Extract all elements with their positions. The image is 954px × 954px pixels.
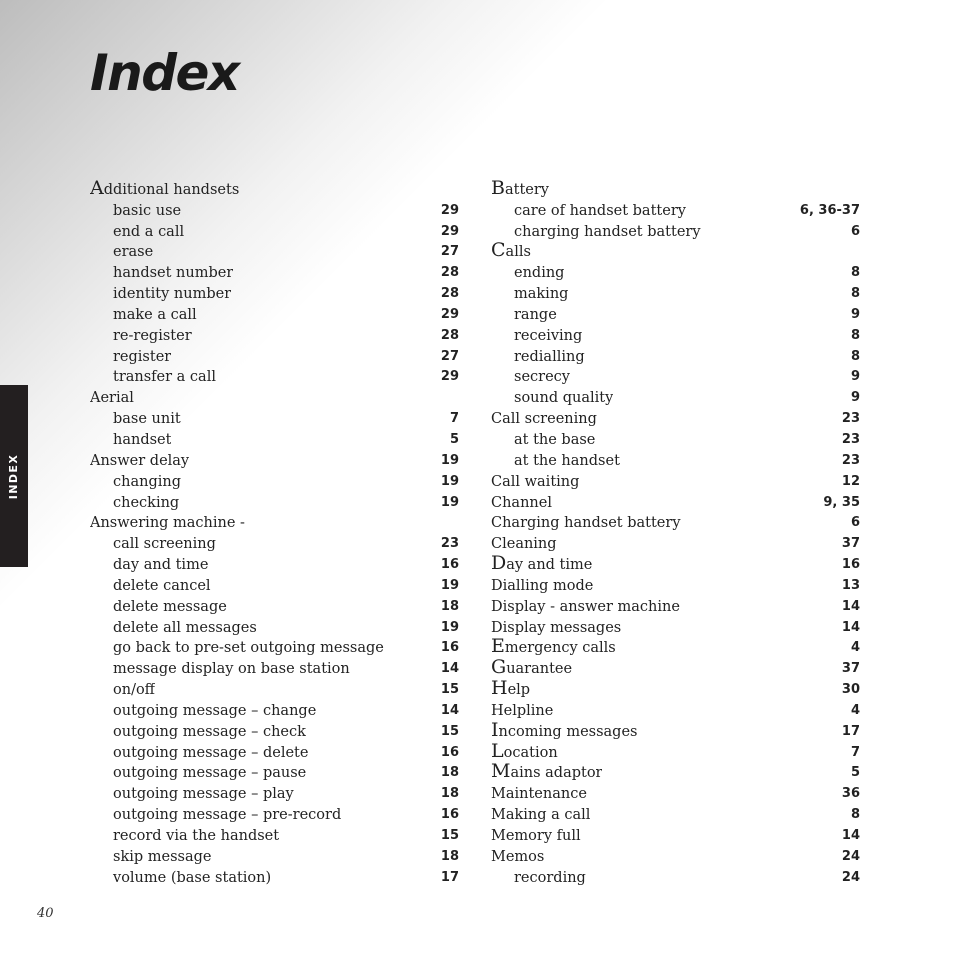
index-page-ref: 12 (841, 473, 860, 489)
index-page-ref: 16 (440, 744, 459, 760)
index-letter-initial: H (491, 678, 508, 700)
index-entry (491, 679, 860, 700)
index-subentry (90, 700, 459, 721)
index-entry (90, 450, 459, 471)
index-page-ref: 15 (440, 828, 459, 843)
index-page-ref: 17 (440, 869, 459, 885)
index-term: Battery (491, 177, 549, 199)
index-page-ref: 15 (440, 723, 459, 739)
index-page-ref: 29 (440, 369, 459, 385)
index-entry (491, 575, 860, 596)
index-term: Dialling mode (491, 577, 594, 594)
index-page-ref: 28 (440, 286, 459, 302)
index-page-ref: 9 (850, 390, 860, 406)
index-term: identity number (113, 286, 232, 303)
index-page-ref: 7 (850, 744, 860, 760)
index-entry (491, 846, 860, 867)
index-subentry (90, 492, 459, 513)
index-page-ref: 28 (440, 265, 459, 281)
index-page-ref: 17 (841, 723, 860, 739)
index-column-left (90, 179, 459, 888)
index-subentry (90, 471, 459, 492)
index-term: at the base (514, 431, 596, 448)
index-term: Aerial (90, 390, 134, 407)
index-page-ref: 5 (850, 765, 860, 781)
index-term: Mains adaptor (491, 761, 603, 783)
index-page-ref: 37 (841, 536, 860, 552)
index-subentry (491, 283, 860, 304)
index-subentry (90, 554, 459, 575)
index-subentry (90, 658, 459, 679)
index-term: Location (491, 740, 558, 762)
index-entry (491, 804, 860, 825)
index-term: Answering machine - (90, 515, 245, 532)
index-page-ref: 5 (449, 431, 459, 447)
index-term: outgoing message – delete (113, 744, 309, 761)
index-term: range (514, 306, 557, 323)
index-subentry (90, 346, 459, 367)
index-subentry (90, 283, 459, 304)
index-entry (491, 825, 860, 846)
index-subentry (491, 429, 860, 450)
index-term: Call screening (491, 411, 597, 428)
index-term: erase (113, 244, 154, 261)
index-subentry (491, 367, 860, 388)
index-page-ref: 4 (850, 640, 860, 656)
index-term: Display - answer machine (491, 598, 680, 615)
index-page-ref: 14 (841, 828, 860, 843)
index-column-right (491, 179, 860, 888)
index-page-ref: 16 (841, 557, 860, 573)
index-subentry (90, 596, 459, 617)
index-subentry (90, 742, 459, 763)
index-term: Channel (491, 494, 552, 511)
index-page-ref: 27 (440, 244, 459, 260)
index-entry (491, 554, 860, 575)
index-subentry (90, 221, 459, 242)
index-term: outgoing message – pause (113, 765, 307, 782)
index-entry (491, 742, 860, 763)
index-page-ref: 16 (440, 557, 459, 573)
index-term: transfer a call (113, 369, 216, 386)
index-entry (90, 179, 459, 200)
index-term: ending (514, 265, 565, 282)
index-page-ref: 23 (841, 411, 860, 427)
index-entry (491, 471, 860, 492)
index-entry (491, 763, 860, 784)
index-entry (491, 617, 860, 638)
index-term: call screening (113, 536, 216, 553)
index-subentry (491, 867, 860, 888)
index-entry (491, 638, 860, 659)
index-term: secrecy (514, 369, 570, 386)
index-subentry (90, 367, 459, 388)
index-term: Maintenance (491, 786, 587, 803)
index-page-ref: 23 (841, 431, 860, 447)
index-page-ref: 8 (850, 807, 860, 823)
index-subentry (491, 346, 860, 367)
index-term: Memos (491, 848, 545, 865)
index-page-ref: 14 (440, 702, 459, 718)
index-page-ref: 18 (440, 848, 459, 864)
index-page-ref: 6 (850, 515, 860, 531)
index-page-ref: 19 (440, 494, 459, 510)
index-term: basic use (113, 202, 182, 219)
index-letter-initial: L (491, 740, 504, 762)
index-subentry (90, 679, 459, 700)
index-page-ref: 29 (440, 202, 459, 218)
index-term: Helpline (491, 702, 554, 719)
index-term: Memory full (491, 828, 581, 844)
index-subentry (491, 304, 860, 325)
index-entry (90, 387, 459, 408)
index-term: Cleaning (491, 536, 557, 553)
index-subentry (491, 325, 860, 346)
page-number: 40 (37, 906, 54, 921)
index-page-ref: 8 (850, 286, 860, 302)
index-page-ref: 13 (841, 577, 860, 593)
index-page-ref: 9 (850, 306, 860, 322)
index-term: outgoing message – play (113, 786, 294, 803)
index-term: end a call (113, 223, 185, 240)
index-subentry (491, 262, 860, 283)
index-term: outgoing message – check (113, 723, 306, 740)
index-term: skip message (113, 848, 212, 865)
index-page-ref: 18 (440, 765, 459, 781)
index-page-ref: 8 (850, 327, 860, 343)
index-term: Answer delay (90, 452, 190, 469)
index-letter-initial: I (491, 719, 499, 741)
index-term: Guarantee (491, 657, 573, 679)
index-page-ref: 19 (440, 619, 459, 635)
index-letter-initial: B (491, 177, 505, 199)
index-page-ref: 9 (850, 369, 860, 385)
index-page-ref: 23 (440, 536, 459, 552)
index-term: charging handset battery (514, 223, 701, 240)
index-page-ref: 14 (841, 619, 860, 635)
index-page-ref: 14 (440, 661, 459, 677)
index-term: sound quality (514, 390, 614, 407)
index-subentry (90, 429, 459, 450)
index-page-ref: 6, 36-37 (799, 202, 860, 218)
index-subentry (90, 617, 459, 638)
index-term: go back to pre-set outgoing message (113, 640, 384, 657)
index-term: re-register (113, 327, 192, 344)
index-term: base unit (113, 411, 181, 428)
index-term: Call waiting (491, 473, 580, 490)
index-page-ref: 14 (841, 598, 860, 614)
index-subentry (90, 721, 459, 742)
index-page-ref: 37 (841, 661, 860, 677)
index-term: Help (491, 678, 531, 700)
index-letter-initial: G (491, 657, 507, 679)
index-page-ref: 8 (850, 348, 860, 364)
index-subentry (90, 638, 459, 659)
index-page-ref: 8 (850, 265, 860, 281)
index-page-ref: 23 (841, 452, 860, 468)
index-page-ref: 29 (440, 223, 459, 239)
index-term: make a call (113, 306, 197, 323)
index-term: delete all messages (113, 619, 257, 636)
index-page-ref: 16 (440, 807, 459, 823)
index-entry (491, 408, 860, 429)
index-page-ref: 24 (841, 869, 860, 885)
index-term: record via the handset (113, 828, 280, 844)
index-term: outgoing message – change (113, 702, 317, 719)
index-page-ref: 6 (850, 223, 860, 239)
index-subentry (491, 200, 860, 221)
index-term: outgoing message – pre-record (113, 807, 342, 824)
index-page-ref: 18 (440, 786, 459, 802)
index-term: day and time (113, 557, 209, 574)
index-term: register (113, 348, 172, 365)
index-page-ref: 36 (841, 786, 860, 802)
index-term: handset (113, 431, 172, 448)
index-term: Day and time (491, 553, 593, 575)
index-term: delete cancel (113, 577, 211, 594)
index-entry (491, 179, 860, 200)
index-subentry (90, 200, 459, 221)
page-title: Index (90, 44, 239, 102)
index-term: delete message (113, 598, 227, 615)
index-subentry (90, 763, 459, 784)
index-page-ref: 29 (440, 306, 459, 322)
index-page-ref: 4 (850, 702, 860, 718)
index-letter-initial: E (491, 636, 505, 658)
index-side-tab (0, 385, 28, 567)
index-term: handset number (113, 265, 234, 282)
index-subentry (491, 450, 860, 471)
index-entry (90, 513, 459, 534)
index-letter-initial: A (90, 177, 104, 199)
index-term: recording (514, 869, 586, 886)
index-term: changing (113, 473, 181, 490)
index-term: at the handset (514, 452, 620, 469)
index-page-ref: 24 (841, 848, 860, 864)
index-term: making (514, 286, 569, 303)
side-tab-label: INDEX (7, 453, 21, 499)
index-term: Charging handset battery (491, 515, 681, 532)
index-page-ref: 9, 35 (823, 494, 860, 510)
index-letter-initial: M (491, 761, 511, 783)
index-entry (491, 721, 860, 742)
index-page-ref: 18 (440, 598, 459, 614)
index-letter-initial: D (491, 553, 507, 575)
index-page-ref: 19 (440, 577, 459, 593)
index-term: Calls (491, 240, 531, 262)
index-subentry (90, 825, 459, 846)
index-subentry (90, 408, 459, 429)
index-entry (491, 596, 860, 617)
index-subentry (90, 325, 459, 346)
index-page-ref: 15 (440, 682, 459, 698)
index-subentry (491, 387, 860, 408)
index-subentry (90, 242, 459, 263)
index-page-ref: 19 (440, 473, 459, 489)
index-term: volume (base station) (113, 869, 272, 886)
index-term: Incoming messages (491, 719, 638, 741)
index-subentry (90, 867, 459, 888)
index-entry (491, 533, 860, 554)
index-term: on/off (113, 682, 155, 699)
index-subentry (90, 783, 459, 804)
index-page-ref: 19 (440, 452, 459, 468)
index-term: redialling (514, 348, 585, 365)
index-letter-initial: C (491, 240, 506, 262)
index-term: checking (113, 494, 180, 511)
index-term: Display messages (491, 619, 622, 636)
index-subentry (90, 575, 459, 596)
index-page-ref: 30 (841, 682, 860, 698)
index-entry (491, 242, 860, 263)
index-page-ref: 16 (440, 640, 459, 656)
index-subentry (90, 804, 459, 825)
index-entry (491, 492, 860, 513)
index-page-ref: 28 (440, 327, 459, 343)
index-entry (491, 658, 860, 679)
index-subentry (90, 533, 459, 554)
index-term: Making a call (491, 807, 591, 824)
index-term: Additional handsets (90, 177, 240, 199)
index-term: receiving (514, 327, 583, 344)
index-entry (491, 513, 860, 534)
index-subentry (491, 221, 860, 242)
index-subentry (90, 262, 459, 283)
index-page-ref: 7 (449, 411, 459, 427)
index-entry (491, 783, 860, 804)
index-subentry (90, 304, 459, 325)
index-term: Emergency calls (491, 636, 616, 658)
index-entry (491, 700, 860, 721)
index-term: message display on base station (113, 661, 350, 678)
index-page-ref: 27 (440, 348, 459, 364)
index-term: care of handset battery (514, 202, 686, 219)
index-subentry (90, 846, 459, 867)
